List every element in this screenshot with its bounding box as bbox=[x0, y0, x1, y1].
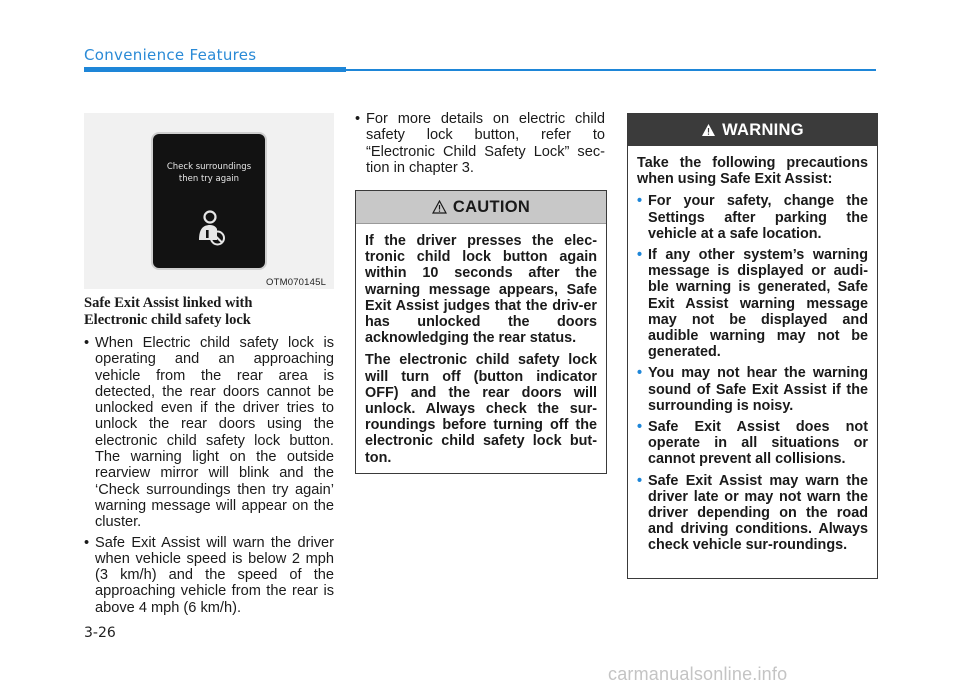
warning-item: • Safe Exit Assist does not operate in all situations or cannot prevent all collisions. bbox=[637, 419, 868, 468]
warning-item: • You may not hear the warning sound of Safe Exit Assist if the surrounding is noisy. bbox=[637, 365, 868, 414]
warning-body bbox=[628, 146, 877, 554]
section-title-line1: Safe Exit Assist linked with bbox=[84, 295, 253, 311]
cluster-display bbox=[153, 134, 265, 268]
cluster-message-line2: then try again bbox=[178, 174, 240, 184]
section-title-line2: Electronic child safety lock bbox=[84, 312, 251, 328]
caution-paragraph: The electronic child safety lock will turn off (button indicator OFF) and the rear doors will unlock. Always check the sur-roundings before turning off the electronic child safety lock but-ton. bbox=[365, 352, 597, 466]
header-title: Convenience Features bbox=[84, 46, 257, 64]
warning-item: • Safe Exit Assist may warn the driver late or may not warn the driver depending on the road and driving conditions. Always check vehicle sur-roundings. bbox=[637, 473, 868, 554]
list-item: • When Electric child safety lock is operating and an approaching vehicle from the rear area is detected, the rear doors cannot be unlocked even if the driver tries to unlock the rear doors using the electronic child safety lock button. The warning light on the outside rearview mirror will blink and the ‘Check surroundings then try again’ warning message will appear on the cluster. bbox=[84, 335, 334, 531]
cluster-message bbox=[153, 161, 265, 185]
header-bar bbox=[84, 67, 346, 72]
warning-label: WARNING bbox=[722, 120, 804, 139]
caution-paragraph: If the driver presses the elec-tronic child lock button again within 10 seconds after the warning message appears, Safe Exit Assist judges that the driv-er has unlocked the doors acknowledging the rear status. bbox=[365, 233, 597, 347]
child-lock-icon bbox=[193, 208, 227, 248]
caution-triangle-icon bbox=[432, 200, 447, 214]
middle-column bbox=[355, 111, 605, 180]
cluster-figure bbox=[84, 113, 334, 289]
left-column bbox=[84, 335, 334, 620]
cluster-message-line1: Check surroundings bbox=[166, 162, 252, 172]
section-title bbox=[84, 295, 344, 329]
caution-body bbox=[356, 224, 606, 466]
header-rule bbox=[346, 69, 876, 71]
watermark: carmanualsonline.info bbox=[608, 664, 788, 684]
caution-header bbox=[356, 191, 606, 224]
warning-item: • If any other system’s warning message is displayed or audi-ble warning is generated, Safe Exit Assist warning message may not be displayed and audible warning may not be generated. bbox=[637, 247, 868, 360]
warning-header bbox=[628, 114, 877, 146]
warning-box bbox=[627, 113, 878, 579]
list-item: • Safe Exit Assist will warn the driver when vehicle speed is below 2 mph (3 km/h) and the speed of the approaching vehicle from the rear is above 4 mph (6 km/h). bbox=[84, 535, 334, 616]
figure-code: OTM070145L bbox=[266, 277, 327, 288]
warning-item: • For your safety, change the Settings after parking the vehicle at a safe location. bbox=[637, 193, 868, 242]
caution-box bbox=[355, 190, 607, 474]
list-item: • For more details on electric child safety lock button, refer to “Electronic Child Safety Lock” sec-tion in chapter 3. bbox=[355, 111, 605, 176]
warning-triangle-icon bbox=[701, 123, 716, 137]
page-number: 3-26 bbox=[84, 625, 116, 641]
caution-label: CAUTION bbox=[452, 197, 531, 216]
warning-intro: Take the following precautions when using Safe Exit Assist: bbox=[637, 155, 868, 188]
